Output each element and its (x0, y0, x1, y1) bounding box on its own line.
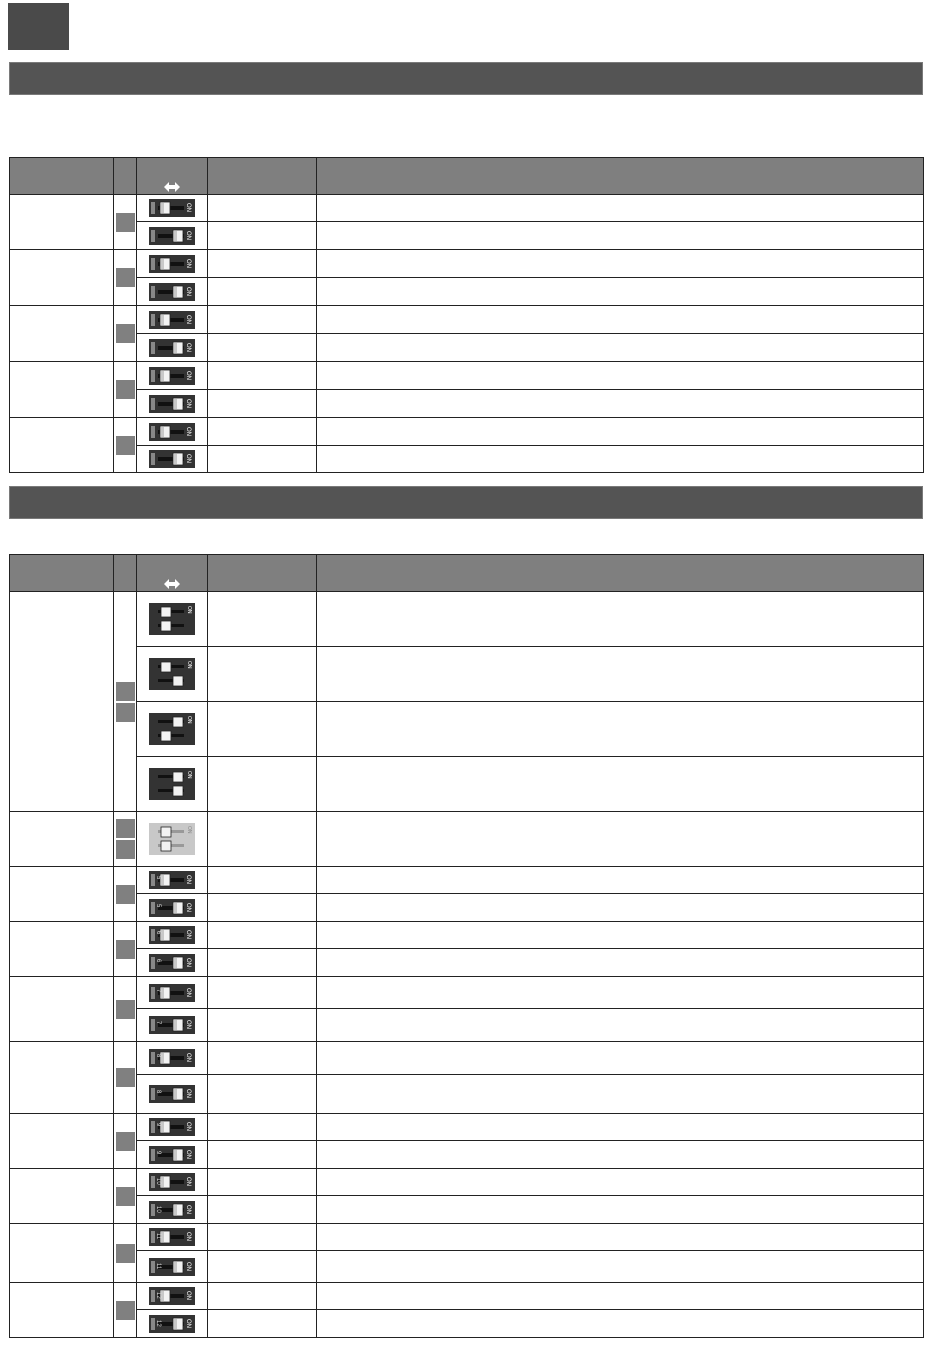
switch-number: 12 (155, 1292, 161, 1299)
setting-cell (208, 1224, 317, 1251)
header-switch (137, 555, 208, 592)
switch-on-label: ON (185, 230, 191, 240)
switch-cell (137, 647, 208, 702)
dip-switch-icon (149, 1085, 195, 1103)
dip-switch-icon (149, 926, 195, 944)
table-row (10, 1169, 924, 1196)
setting-cell (208, 1283, 317, 1310)
header-description (317, 555, 924, 592)
description-cell (317, 647, 924, 702)
dip-switch-icon (149, 1118, 195, 1136)
description-cell (317, 446, 924, 473)
switch-cell (137, 1224, 208, 1251)
svg-text:ON: ON (186, 661, 192, 669)
switch-cell (137, 949, 208, 977)
setting-cell (208, 1251, 317, 1283)
switch-number: 6 (155, 958, 161, 962)
setting-cell (208, 702, 317, 757)
grey-square-marker (116, 1000, 135, 1019)
function-name (10, 362, 114, 418)
marker-cell (114, 977, 137, 1042)
table-row (10, 1251, 924, 1283)
switch-number: 12 (155, 1319, 161, 1327)
setting-cell (208, 894, 317, 922)
switch-cell (137, 977, 208, 1009)
table-row (10, 278, 924, 306)
description-cell (317, 922, 924, 949)
marker-cell (114, 1283, 137, 1338)
dual-dip-switch-icon (149, 768, 195, 800)
header-setting (208, 158, 317, 195)
setting-cell (208, 1009, 317, 1042)
switch-cell (137, 1196, 208, 1224)
switch-on-label: ON (185, 1020, 191, 1029)
table-row (10, 1283, 924, 1310)
table-row (10, 647, 924, 702)
switch-number: 5 (155, 903, 161, 907)
table-row (10, 867, 924, 894)
table-row (10, 1310, 924, 1338)
section-bar-2 (9, 486, 923, 519)
setting-cell (208, 949, 317, 977)
setting-cell (208, 334, 317, 362)
dip-switch-icon (149, 255, 195, 273)
description-cell (317, 390, 924, 418)
grey-square-marker (116, 682, 135, 701)
description-cell (317, 812, 924, 867)
left-right-arrow-icon (164, 579, 180, 589)
dip-switch-icon (149, 1258, 195, 1276)
table-row (10, 1009, 924, 1042)
description-cell (317, 757, 924, 812)
grey-square-marker (116, 324, 135, 343)
header-function (10, 158, 114, 195)
marker-cell (114, 1042, 137, 1114)
setting-cell (208, 1075, 317, 1114)
switch-cell (137, 1310, 208, 1338)
function-name (10, 1169, 114, 1224)
description-cell (317, 1310, 924, 1338)
table-row (10, 592, 924, 647)
header-marker (114, 555, 137, 592)
switch-cell (137, 306, 208, 334)
setting-cell (208, 867, 317, 894)
switch-number: 10 (155, 1178, 161, 1185)
switch-cell (137, 922, 208, 949)
description-cell (317, 1283, 924, 1310)
header-marker (114, 158, 137, 195)
switch-number: 7 (155, 988, 161, 992)
setting-cell (208, 418, 317, 446)
switch-on-label: ON (185, 1177, 191, 1186)
switch-cell (137, 1075, 208, 1114)
switch-cell (137, 702, 208, 757)
table-header-row (10, 555, 924, 592)
switch-on-label: ON (185, 342, 191, 352)
switch-cell (137, 446, 208, 473)
description-cell (317, 1141, 924, 1169)
switch-on-label: ON (185, 987, 191, 997)
header-setting (208, 555, 317, 592)
dip-switch-icon (149, 1016, 195, 1034)
switch-number: 7 (155, 1021, 161, 1025)
table-row (10, 195, 924, 222)
function-name (10, 977, 114, 1042)
description-cell (317, 278, 924, 306)
function-name (10, 418, 114, 473)
table-row (10, 222, 924, 250)
switch-cell (137, 1114, 208, 1141)
function-name (10, 1224, 114, 1283)
switch-number: 11 (155, 1262, 161, 1269)
dip-switch-icon (149, 899, 195, 917)
header-switch (137, 158, 208, 195)
switch-cell (137, 1042, 208, 1075)
dip-switch-icon (149, 1315, 195, 1333)
setting-cell (208, 362, 317, 390)
description-cell (317, 702, 924, 757)
dip-switch-icon (149, 283, 195, 301)
setting-cell (208, 647, 317, 702)
svg-text:ON: ON (186, 716, 192, 724)
table-row (10, 894, 924, 922)
setting-cell (208, 222, 317, 250)
setting-cell (208, 1141, 317, 1169)
dip-switch-icon (149, 311, 195, 329)
function-name (10, 250, 114, 306)
dip-switch-icon (149, 395, 195, 413)
description-cell (317, 1224, 924, 1251)
dip-switch-icon (149, 871, 195, 889)
switch-cell (137, 278, 208, 306)
grey-square-marker (116, 1244, 135, 1263)
dual-dip-switch-icon (149, 603, 195, 635)
grey-square-marker (116, 268, 135, 287)
description-cell (317, 306, 924, 334)
switch-on-label: ON (185, 957, 191, 967)
switch-number: 8 (155, 1054, 161, 1058)
switch-on-label: ON (185, 902, 191, 912)
switch-cell (137, 1283, 208, 1310)
table-row (10, 446, 924, 473)
marker-cell (114, 1169, 137, 1224)
grey-square-marker (116, 885, 135, 904)
dip-switch-icon (149, 450, 195, 468)
marker-cell (114, 195, 137, 250)
left-right-arrow-icon (164, 182, 180, 192)
grey-square-marker (116, 840, 135, 859)
switch-cell (137, 250, 208, 278)
grey-square-marker (116, 819, 135, 838)
setting-cell (208, 1310, 317, 1338)
setting-cell (208, 592, 317, 647)
dip-switch-icon (149, 367, 195, 385)
switch-on-label: ON (185, 1053, 191, 1062)
table-row (10, 812, 924, 867)
dual-dip-switch-icon (149, 823, 195, 855)
table-row (10, 306, 924, 334)
grey-square-marker (116, 1068, 135, 1087)
table-row (10, 1141, 924, 1169)
function-name (10, 306, 114, 362)
table-row (10, 977, 924, 1009)
switch-cell (137, 592, 208, 647)
description-cell (317, 592, 924, 647)
description-cell (317, 334, 924, 362)
svg-text:ON: ON (186, 771, 192, 779)
table-row (10, 702, 924, 757)
setting-cell (208, 812, 317, 867)
grey-square-marker (116, 213, 135, 232)
setting-cell (208, 757, 317, 812)
dip-switch-icon (149, 1146, 195, 1164)
switch-on-label: ON (185, 875, 191, 884)
description-cell (317, 362, 924, 390)
dual-dip-switch-icon (149, 658, 195, 690)
switch-on-label: ON (185, 370, 191, 380)
svg-text:ON: ON (186, 606, 192, 614)
switch-on-label: ON (185, 1149, 191, 1159)
dip-switch-icon (149, 1201, 195, 1219)
switch-number: 9 (155, 1123, 161, 1127)
switch-on-label: ON (185, 286, 191, 296)
function-name (10, 592, 114, 812)
description-cell (317, 894, 924, 922)
switch-cell (137, 1009, 208, 1042)
table-row (10, 1042, 924, 1075)
description-cell (317, 250, 924, 278)
switch-on-label: ON (185, 1232, 191, 1241)
table-row (10, 1196, 924, 1224)
switch-cell (137, 894, 208, 922)
description-cell (317, 1196, 924, 1224)
switch-on-label: ON (185, 454, 191, 463)
dip-switch-icon (149, 1228, 195, 1246)
marker-cell (114, 362, 137, 418)
function-name (10, 1283, 114, 1338)
switch-on-label: ON (185, 930, 191, 939)
switch-number: 6 (155, 931, 161, 935)
table-row (10, 1075, 924, 1114)
table-row (10, 250, 924, 278)
marker-cell (114, 812, 137, 867)
switch-cell (137, 757, 208, 812)
dip-switch-icon (149, 199, 195, 217)
dip-switch-icon (149, 339, 195, 357)
switch-number: 10 (155, 1205, 161, 1213)
setting-cell (208, 922, 317, 949)
description-cell (317, 222, 924, 250)
description-cell (317, 867, 924, 894)
switch-cell (137, 1169, 208, 1196)
switch-on-label: ON (185, 203, 191, 212)
switch-on-label: ON (185, 1089, 191, 1098)
function-name (10, 922, 114, 977)
switch-cell (137, 418, 208, 446)
switch-on-label: ON (185, 314, 191, 324)
switch-cell (137, 222, 208, 250)
dip-switch-table-2 (9, 554, 924, 1338)
switch-on-label: ON (185, 1122, 191, 1131)
switch-number: 5 (155, 876, 161, 880)
table-row (10, 390, 924, 418)
grey-square-marker (116, 1132, 135, 1151)
table-header-row (10, 158, 924, 195)
setting-cell (208, 1114, 317, 1141)
setting-cell (208, 1169, 317, 1196)
switch-on-label: ON (185, 1291, 191, 1300)
dip-switch-icon (149, 984, 195, 1002)
table-row (10, 418, 924, 446)
switch-number: 11 (155, 1233, 161, 1240)
setting-cell (208, 390, 317, 418)
switch-on-label: ON (185, 1261, 191, 1271)
switch-on-label: ON (185, 426, 191, 436)
page-number-block (8, 3, 69, 50)
setting-cell (208, 1196, 317, 1224)
switch-on-label: ON (185, 1318, 191, 1328)
switch-cell (137, 867, 208, 894)
setting-cell (208, 1042, 317, 1075)
function-name (10, 812, 114, 867)
switch-on-label: ON (185, 1204, 191, 1214)
function-name (10, 195, 114, 250)
switch-cell (137, 195, 208, 222)
grey-square-marker (116, 1187, 135, 1206)
dip-switch-icon (149, 954, 195, 972)
dip-switch-icon (149, 227, 195, 245)
table-row (10, 757, 924, 812)
dip-switch-icon (149, 423, 195, 441)
table-row (10, 334, 924, 362)
header-function (10, 555, 114, 592)
table-row (10, 1114, 924, 1141)
grey-square-marker (116, 940, 135, 959)
grey-square-marker (116, 436, 135, 455)
marker-cell (114, 1114, 137, 1169)
description-cell (317, 1114, 924, 1141)
table-row (10, 362, 924, 390)
section-bar-1 (9, 62, 923, 95)
marker-cell (114, 592, 137, 812)
setting-cell (208, 446, 317, 473)
description-cell (317, 1251, 924, 1283)
dip-switch-icon (149, 1049, 195, 1067)
description-cell (317, 949, 924, 977)
switch-cell (137, 334, 208, 362)
function-name (10, 867, 114, 922)
description-cell (317, 1169, 924, 1196)
marker-cell (114, 922, 137, 977)
dip-switch-icon (149, 1287, 195, 1305)
switch-number: 9 (155, 1150, 161, 1154)
description-cell (317, 1009, 924, 1042)
setting-cell (208, 278, 317, 306)
marker-cell (114, 1224, 137, 1283)
setting-cell (208, 306, 317, 334)
description-cell (317, 195, 924, 222)
description-cell (317, 418, 924, 446)
marker-cell (114, 418, 137, 473)
description-cell (317, 977, 924, 1009)
switch-on-label: ON (185, 258, 191, 268)
switch-cell (137, 1141, 208, 1169)
description-cell (317, 1042, 924, 1075)
dual-dip-switch-icon (149, 713, 195, 745)
marker-cell (114, 250, 137, 306)
switch-cell (137, 362, 208, 390)
switch-cell (137, 390, 208, 418)
setting-cell (208, 195, 317, 222)
header-description (317, 158, 924, 195)
description-cell (317, 1075, 924, 1114)
table-row (10, 922, 924, 949)
dip-switch-icon (149, 1173, 195, 1191)
grey-square-marker (116, 703, 135, 722)
table-row (10, 1224, 924, 1251)
switch-cell (137, 812, 208, 867)
switch-cell (137, 1251, 208, 1283)
grey-square-marker (116, 380, 135, 399)
switch-on-label: ON (185, 398, 191, 408)
marker-cell (114, 867, 137, 922)
setting-cell (208, 977, 317, 1009)
svg-text:ON: ON (186, 826, 192, 834)
grey-square-marker (116, 1301, 135, 1320)
function-name (10, 1114, 114, 1169)
switch-number: 8 (155, 1090, 161, 1094)
marker-cell (114, 306, 137, 362)
setting-cell (208, 250, 317, 278)
function-name (10, 1042, 114, 1114)
table-row (10, 949, 924, 977)
dip-switch-table-1 (9, 157, 924, 473)
